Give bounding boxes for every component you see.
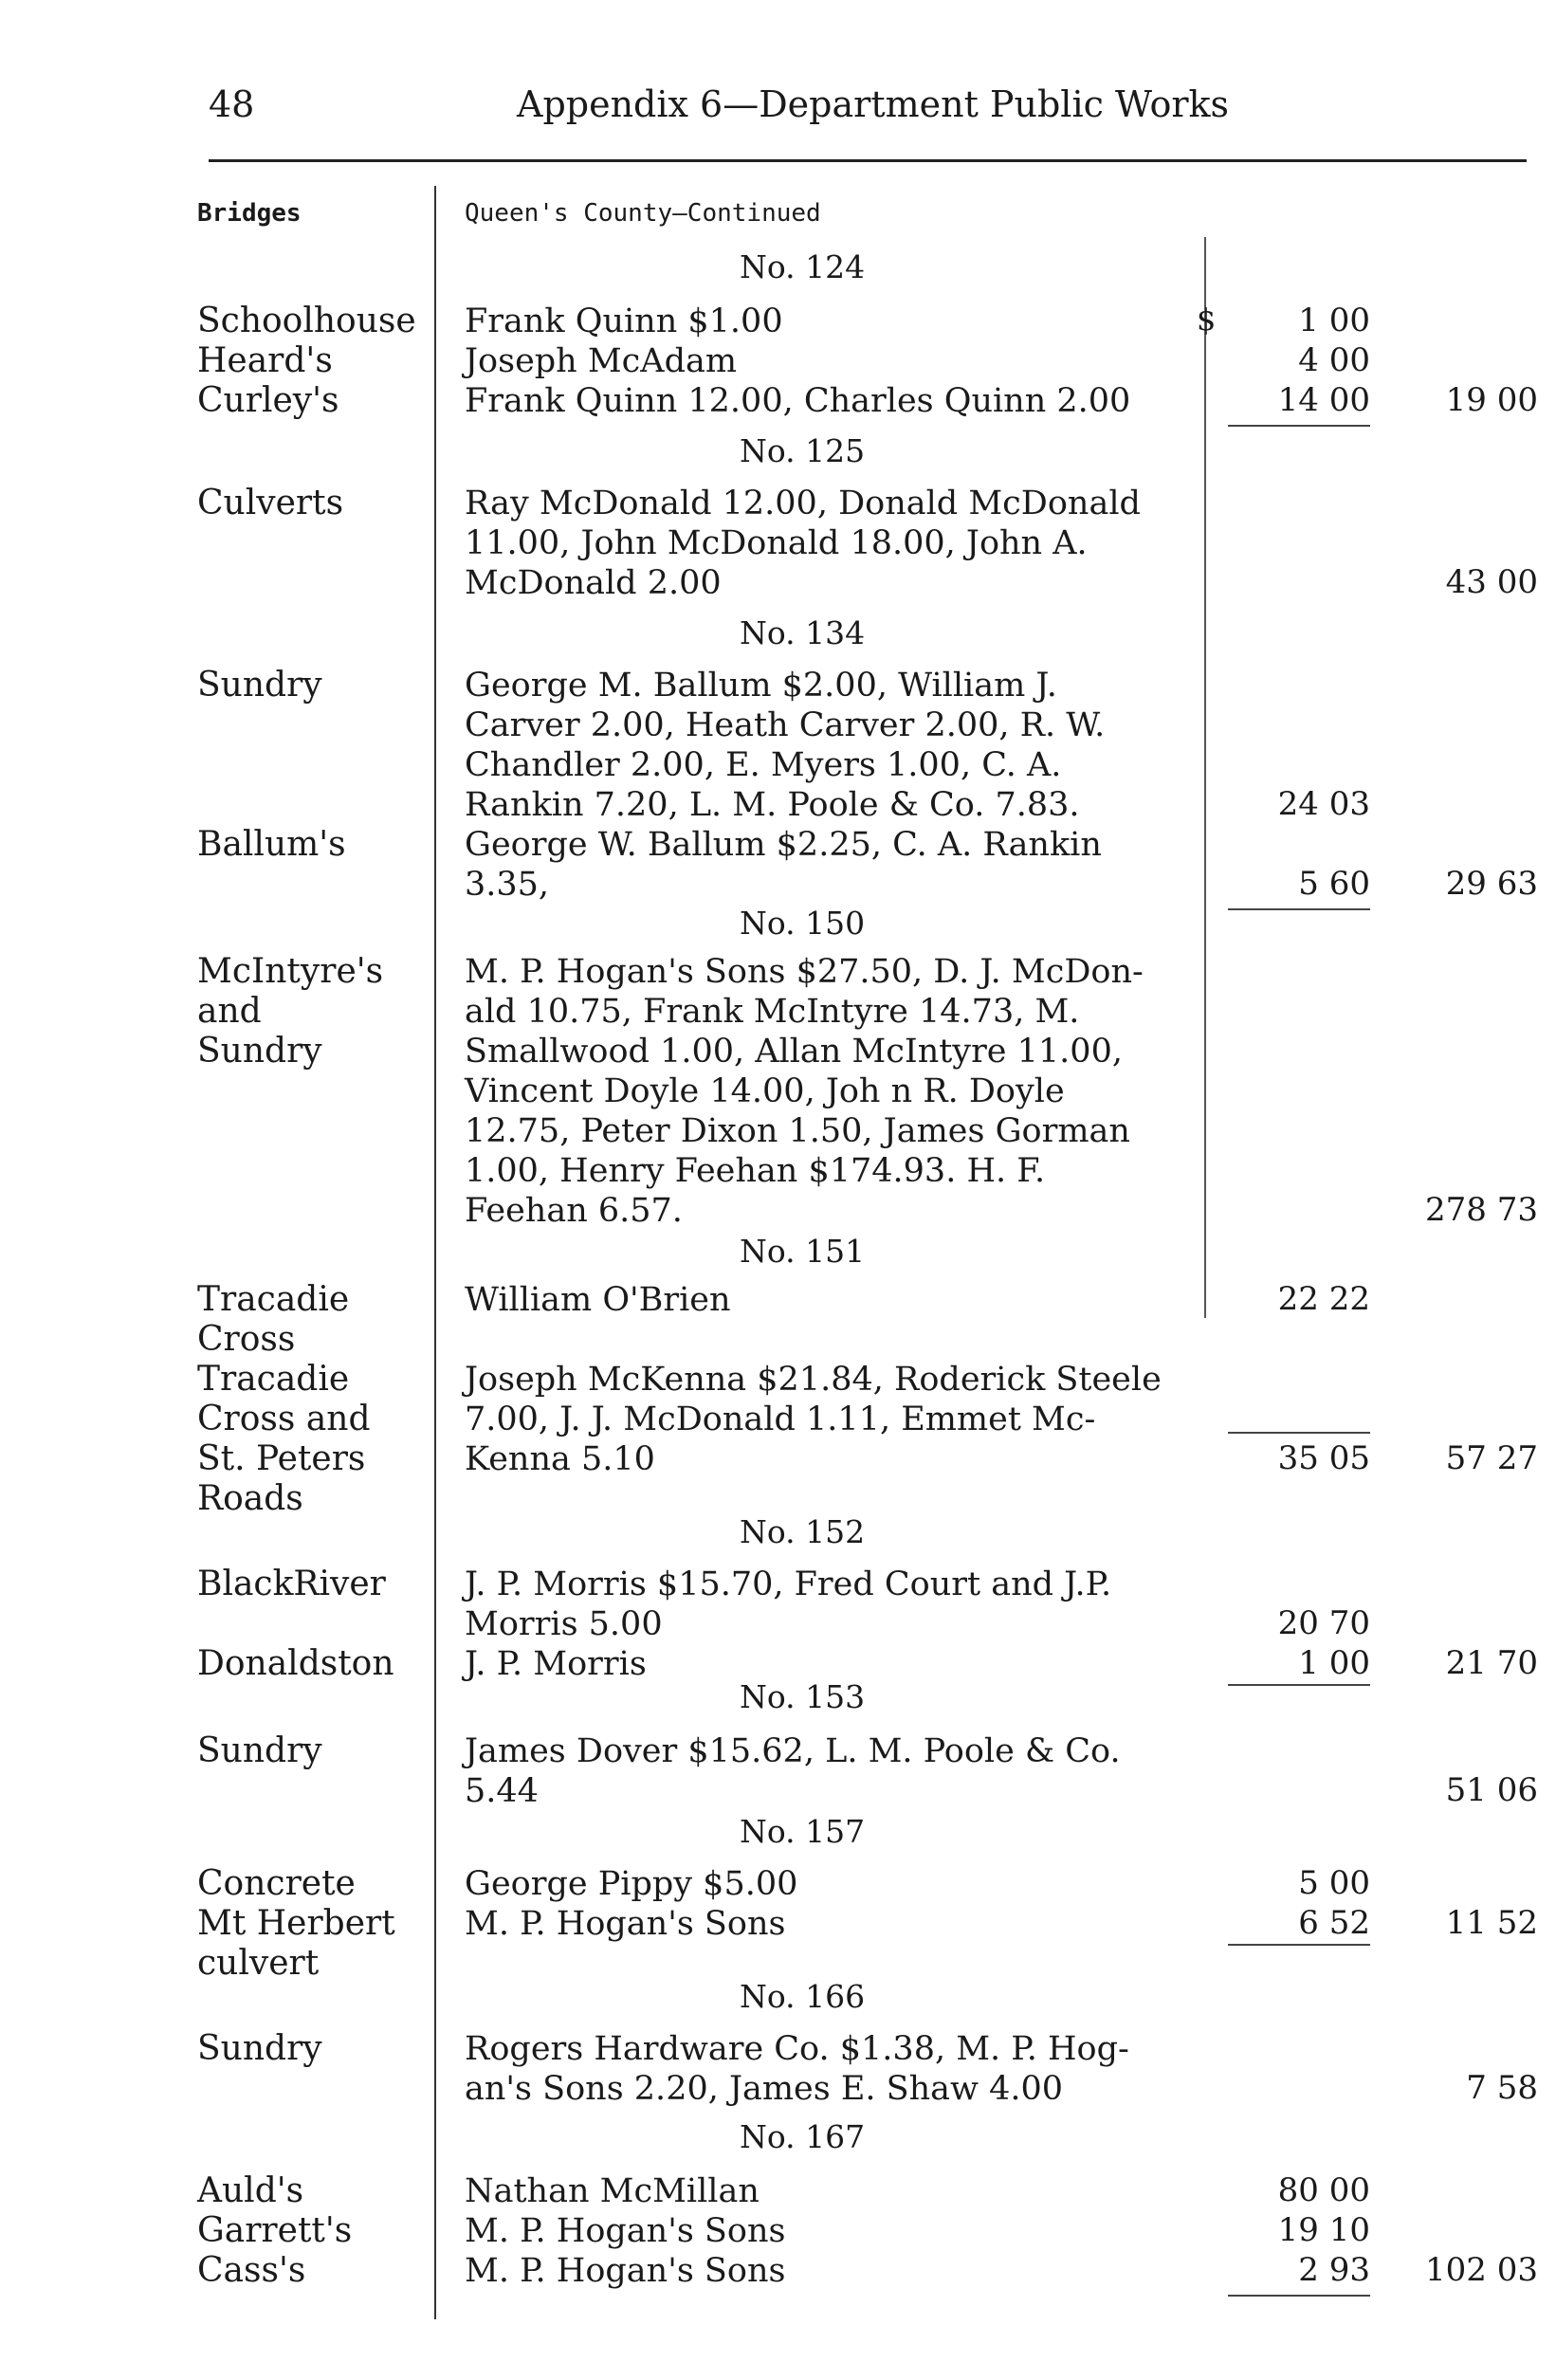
entry-description: Vincent Doyle 14.00, Joh n R. Doyle — [465, 1072, 1065, 1110]
bridge-label: Heard's — [197, 341, 333, 380]
entry-description: 3.35, — [465, 866, 550, 904]
entry-total: 51 06 — [1445, 1771, 1538, 1809]
entry-description: 5.44 — [465, 1772, 539, 1810]
bridge-label: Schoolhouse — [197, 302, 416, 340]
entry-total: 43 00 — [1445, 563, 1538, 601]
entry-total: 102 03 — [1425, 2251, 1538, 2289]
entry-description: J. P. Morris $15.70, Fred Court and J.P. — [465, 1565, 1112, 1603]
bridge-label: Cass's — [197, 2251, 306, 2290]
bridge-label: McIntyre's — [197, 952, 384, 991]
entry-description: 7.00, J. J. McDonald 1.11, Emmet Mc- — [465, 1401, 1096, 1438]
entry-amount: 5 00 — [1298, 1864, 1370, 1902]
header-rule — [209, 159, 1527, 162]
entry-description: Morris 5.00 — [465, 1605, 663, 1643]
entry-amount: 22 22 — [1277, 1280, 1370, 1318]
entry-description: ald 10.75, Frank McIntyre 14.73, M. — [465, 993, 1080, 1031]
entry-amount: 24 03 — [1277, 785, 1370, 823]
entry-description: J. P. Morris — [465, 1645, 647, 1683]
section-heading: No. 134 — [740, 614, 866, 651]
bridge-label: Auld's — [197, 2171, 304, 2210]
column-header-county: Queen's County—Continued — [465, 199, 821, 228]
dollar-sign: $ — [1197, 302, 1217, 338]
bridge-label: Sundry — [197, 1032, 322, 1071]
bridge-label: and — [197, 992, 262, 1031]
entry-description: an's Sons 2.20, James E. Shaw 4.00 — [465, 2070, 1064, 2108]
subtotal-rule — [1228, 1432, 1370, 1434]
bridge-label: St. Peters — [197, 1439, 366, 1478]
section-heading: No. 167 — [740, 2118, 866, 2155]
column-divider — [434, 186, 436, 2319]
subtotal-rule — [1228, 425, 1370, 427]
section-heading: No. 157 — [740, 1813, 866, 1850]
entry-description: Rogers Hardware Co. $1.38, M. P. Hog- — [465, 2030, 1129, 2068]
entry-description: Frank Quinn $1.00 — [465, 302, 783, 340]
entry-total: 19 00 — [1445, 381, 1538, 419]
entry-amount: 1 00 — [1298, 1644, 1370, 1682]
entry-description: Carver 2.00, Heath Carver 2.00, R. W. — [465, 706, 1106, 744]
entry-description: Joseph McAdam — [465, 342, 738, 380]
section-heading: No. 166 — [740, 1978, 866, 2015]
bridge-label: Tracadie — [197, 1280, 350, 1319]
entry-amount: 80 00 — [1277, 2171, 1370, 2209]
section-heading: No. 152 — [740, 1513, 866, 1550]
entry-amount: 1 00 — [1298, 302, 1370, 339]
entry-description: George M. Ballum $2.00, William J. — [465, 667, 1057, 705]
bridge-label: Sundry — [197, 666, 322, 705]
bridge-label: Sundry — [197, 2029, 322, 2068]
entry-amount: 19 10 — [1277, 2211, 1370, 2249]
bridge-label: Mt Herbert — [197, 1904, 395, 1943]
entry-amount: 2 93 — [1298, 2251, 1370, 2289]
amount-divider — [1204, 237, 1206, 1318]
section-heading: No. 150 — [740, 905, 866, 942]
entry-description: 12.75, Peter Dixon 1.50, James Gorman — [465, 1112, 1130, 1150]
entry-description: Rankin 7.20, L. M. Poole & Co. 7.83. — [465, 786, 1080, 824]
entry-amount: 6 52 — [1298, 1904, 1370, 1942]
entry-total: 29 63 — [1445, 865, 1538, 903]
bridge-label: Cross — [197, 1320, 296, 1359]
section-heading: No. 124 — [740, 248, 866, 285]
entry-amount: 35 05 — [1277, 1439, 1370, 1477]
page-number: 48 — [209, 83, 255, 125]
entry-amount: 4 00 — [1298, 341, 1370, 379]
entry-description: William O'Brien — [465, 1281, 731, 1319]
bridge-label: Garrett's — [197, 2211, 353, 2250]
entry-total: 11 52 — [1445, 1904, 1538, 1942]
bridge-label: Tracadie — [197, 1360, 350, 1399]
subtotal-rule — [1228, 908, 1370, 910]
entry-amount: 14 00 — [1277, 381, 1370, 419]
entry-description: M. P. Hogan's Sons — [465, 1905, 786, 1943]
bridge-label: Concrete — [197, 1864, 356, 1903]
entry-description: George Pippy $5.00 — [465, 1865, 798, 1903]
entry-amount: 20 70 — [1277, 1604, 1370, 1642]
bridge-label: Sundry — [197, 1731, 322, 1770]
subtotal-rule — [1228, 1944, 1370, 1946]
entry-description: M. P. Hogan's Sons — [465, 2252, 786, 2290]
subtotal-rule — [1228, 2295, 1370, 2297]
entry-description: Frank Quinn 12.00, Charles Quinn 2.00 — [465, 382, 1131, 420]
entry-description: 1.00, Henry Feehan $174.93. H. F. — [465, 1152, 1046, 1190]
section-heading: No. 125 — [740, 432, 866, 469]
entry-description: Nathan McMillan — [465, 2172, 760, 2210]
section-heading: No. 153 — [740, 1678, 866, 1715]
bridge-label: Cross and — [197, 1400, 371, 1438]
section-heading: No. 151 — [740, 1233, 866, 1270]
entry-description: Chandler 2.00, E. Myers 1.00, C. A. — [465, 746, 1062, 784]
entry-total: 57 27 — [1445, 1439, 1538, 1477]
entry-description: Ray McDonald 12.00, Donald McDonald — [465, 485, 1141, 522]
entry-description: George W. Ballum $2.25, C. A. Rankin — [465, 826, 1102, 864]
entry-total: 278 73 — [1425, 1191, 1538, 1229]
bridge-label: Ballum's — [197, 825, 346, 864]
entry-total: 7 58 — [1466, 2069, 1538, 2107]
entry-description: McDonald 2.00 — [465, 564, 722, 602]
column-header-bridges: Bridges — [197, 199, 302, 228]
entry-description: Smallwood 1.00, Allan McIntyre 11.00, — [465, 1033, 1123, 1071]
subtotal-rule — [1228, 1684, 1370, 1686]
bridge-label: Donaldston — [197, 1644, 394, 1683]
entry-description: M. P. Hogan's Sons — [465, 2212, 786, 2250]
bridge-label: BlackRiver — [197, 1565, 386, 1603]
entry-description: Feehan 6.57. — [465, 1192, 683, 1230]
bridge-label: Culverts — [197, 484, 344, 522]
bridge-label: Curley's — [197, 381, 339, 420]
page-title: Appendix 6—Department Public Works — [517, 83, 1230, 125]
entry-description: Joseph McKenna $21.84, Roderick Steele — [465, 1361, 1162, 1399]
entry-description: James Dover $15.62, L. M. Poole & Co. — [465, 1732, 1121, 1770]
bridge-label: Roads — [197, 1479, 303, 1518]
entry-description: M. P. Hogan's Sons $27.50, D. J. McDon- — [465, 953, 1144, 991]
entry-description: 11.00, John McDonald 18.00, John A. — [465, 524, 1088, 562]
entry-amount: 5 60 — [1298, 865, 1370, 903]
entry-description: Kenna 5.10 — [465, 1440, 655, 1478]
bridge-label: culvert — [197, 1944, 320, 1983]
entry-total: 21 70 — [1445, 1644, 1538, 1682]
